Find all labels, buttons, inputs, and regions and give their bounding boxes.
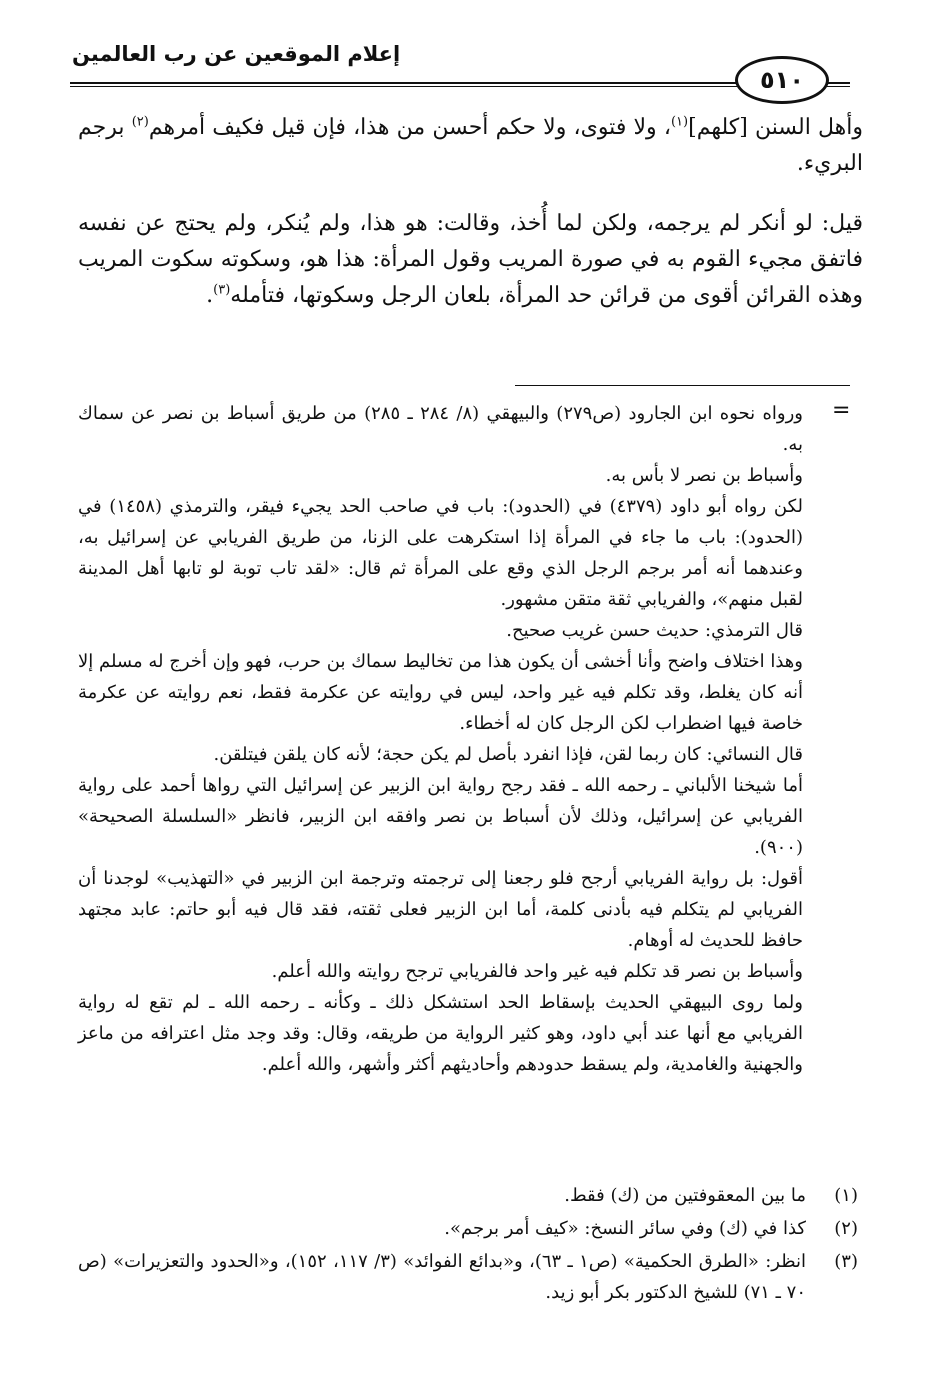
footnote-line: أما شيخنا الألباني ـ رحمه الله ـ فقد رجح رواية ابن الزبير عن إسرائيل التي رواها أحمد على رواية الفريابي عن إسرائيل، وذلك لأن أسباط بن نصر وافقه ابن الزبير، فانظر «السلسلة الصحيحة» (٩٠٠).	[78, 775, 803, 858]
footnote-line: وهذا اختلاف واضح وأنا أخشى أن يكون هذا من تخاليط سماك بن حرب، فهو وإن أخرج له مسلم إلا أنه كان يغلط، وقد تكلم فيه غير واحد، ليس في روايته عن عكرمة فقط، نعم روايته عن عكرمة خاصة فيها اضطراب لكن الرجل كان له أخطاء.	[78, 651, 803, 734]
footnote-line: وأسباط بن نصر لا بأس به.	[605, 465, 803, 486]
main-text: برجم البريء.	[78, 115, 863, 176]
footnote-3	[78, 1246, 858, 1308]
footnote-line: ولما روى البيهقي الحديث بإسقاط الحد استشكل ذلك ـ وكأنه ـ رحمه الله ـ لم تقع له رواية الفريابي مع أنها عند أبي داود، وهو كثير الرواية من طريقه، وقال: وقد وجد مثل اعترافه من ماعز والجهنية والغامدية، ولم يسقط حدودهم وأحاديثهم أكثر وأشهر، والله أعلم.	[78, 992, 803, 1075]
footnote-line: لكن رواه أبو داود (٤٣٧٩) في (الحدود): باب في صاحب الحد يجيء فيقر، والترمذي (١٤٥٨) في (الحدود): باب ما جاء في المرأة إذا استكرهت على الزنا، من طريق الفريابي عن إسرائيل به، وعندهما أنه أمر برجم الرجل الذي وقع على المرأة ثم قال: «لقد تاب توبة لو تابها أهل المدينة لقبل منهم»، والفريابي ثقة متقن مشهور.	[78, 496, 803, 610]
footnote-line: قال الترمذي: حديث حسن غريب صحيح.	[506, 620, 803, 641]
footnote-line: أقول: بل رواية الفريابي أرجح فلو رجعنا إلى ترجمته وترجمة ابن الزبير في «التهذيب» لوجدنا أن الفريابي لم يتكلم فيه بأدنى كلمة، أما ابن الزبير فعلى ثقته، فقد قال فيه أبو حاتم: عابد مجتهد حافظ للحديث له أوهام.	[78, 868, 803, 951]
footnote-ref-2[interactable]: (٢)	[131, 114, 149, 130]
footnote-2	[78, 1213, 858, 1244]
main-text: قيل: لو أنكر لم يرجمه، ولكن لما أُخذ، وقالت: هو هذا، ولم يُنكر، ولم يحتج عن نفسه فاتفق مجيء القوم به في صورة المريب وقول المرأة: هذا هو، وسكوته سكوت المريب وهذه القرائن أقوى من قرائن حد المرأة، بلعان الرجل وسكوتها، فتأمله	[78, 211, 863, 308]
main-paragraph-2	[78, 206, 863, 314]
main-paragraph-1	[78, 110, 863, 182]
footnote-ref-1[interactable]: (١)	[670, 114, 689, 130]
footnote-number: (٢)	[834, 1218, 858, 1239]
footnote-text: كذا في (ك) وفي سائر النسخ: «كيف أمر برجم».	[444, 1218, 806, 1239]
footnote-ref-3[interactable]: (٣)	[213, 282, 231, 298]
footnote-line: قال النسائي: كان ربما لقن، فإذا انفرد بأصل لم يكن حجة؛ لأنه كان يلقن فيتلقن.	[213, 744, 803, 765]
main-text: وأهل السنن [كلهم]	[688, 115, 863, 140]
header-rule-thin	[70, 86, 850, 87]
footnote-continuation-block	[78, 398, 803, 1080]
continuation-marker: =	[832, 398, 851, 423]
footnote-text: ما بين المعقوفتين من (ك) فقط.	[564, 1185, 806, 1206]
footnote-number: (٣)	[834, 1251, 858, 1272]
footnote-line: ورواه نحوه ابن الجارود (ص٢٧٩) والبيهقي (٨/ ٢٨٤ ـ ٢٨٥) من طريق أسباط بن نصر عن سماك به.	[78, 403, 803, 455]
page-number: ٥١٠	[735, 56, 829, 104]
footnote-1	[78, 1180, 858, 1211]
running-header-title: إعلام الموقعين عن رب العالمين	[72, 42, 401, 66]
main-text: ، ولا فتوى، ولا حكم أحسن من هذا، فإن قيل فكيف أمرهم	[148, 115, 671, 140]
main-text: .	[206, 283, 214, 308]
footnote-number: (١)	[834, 1185, 858, 1206]
header-rule	[70, 82, 850, 84]
footnote-line: وأسباط بن نصر قد تكلم فيه غير واحد فالفريابي ترجح روايته والله أعلم.	[271, 961, 803, 982]
footnote-separator	[515, 385, 850, 386]
footnote-text: انظر: «الطرق الحكمية» (ص١ ـ ٦٣)، و«بدائع الفوائد» (٣/ ١١٧، ١٥٢)، و«الحدود والتعزيرات» (ص ٧٠ ـ ٧١) للشيخ الدكتور بكر أبو زيد.	[78, 1251, 807, 1303]
